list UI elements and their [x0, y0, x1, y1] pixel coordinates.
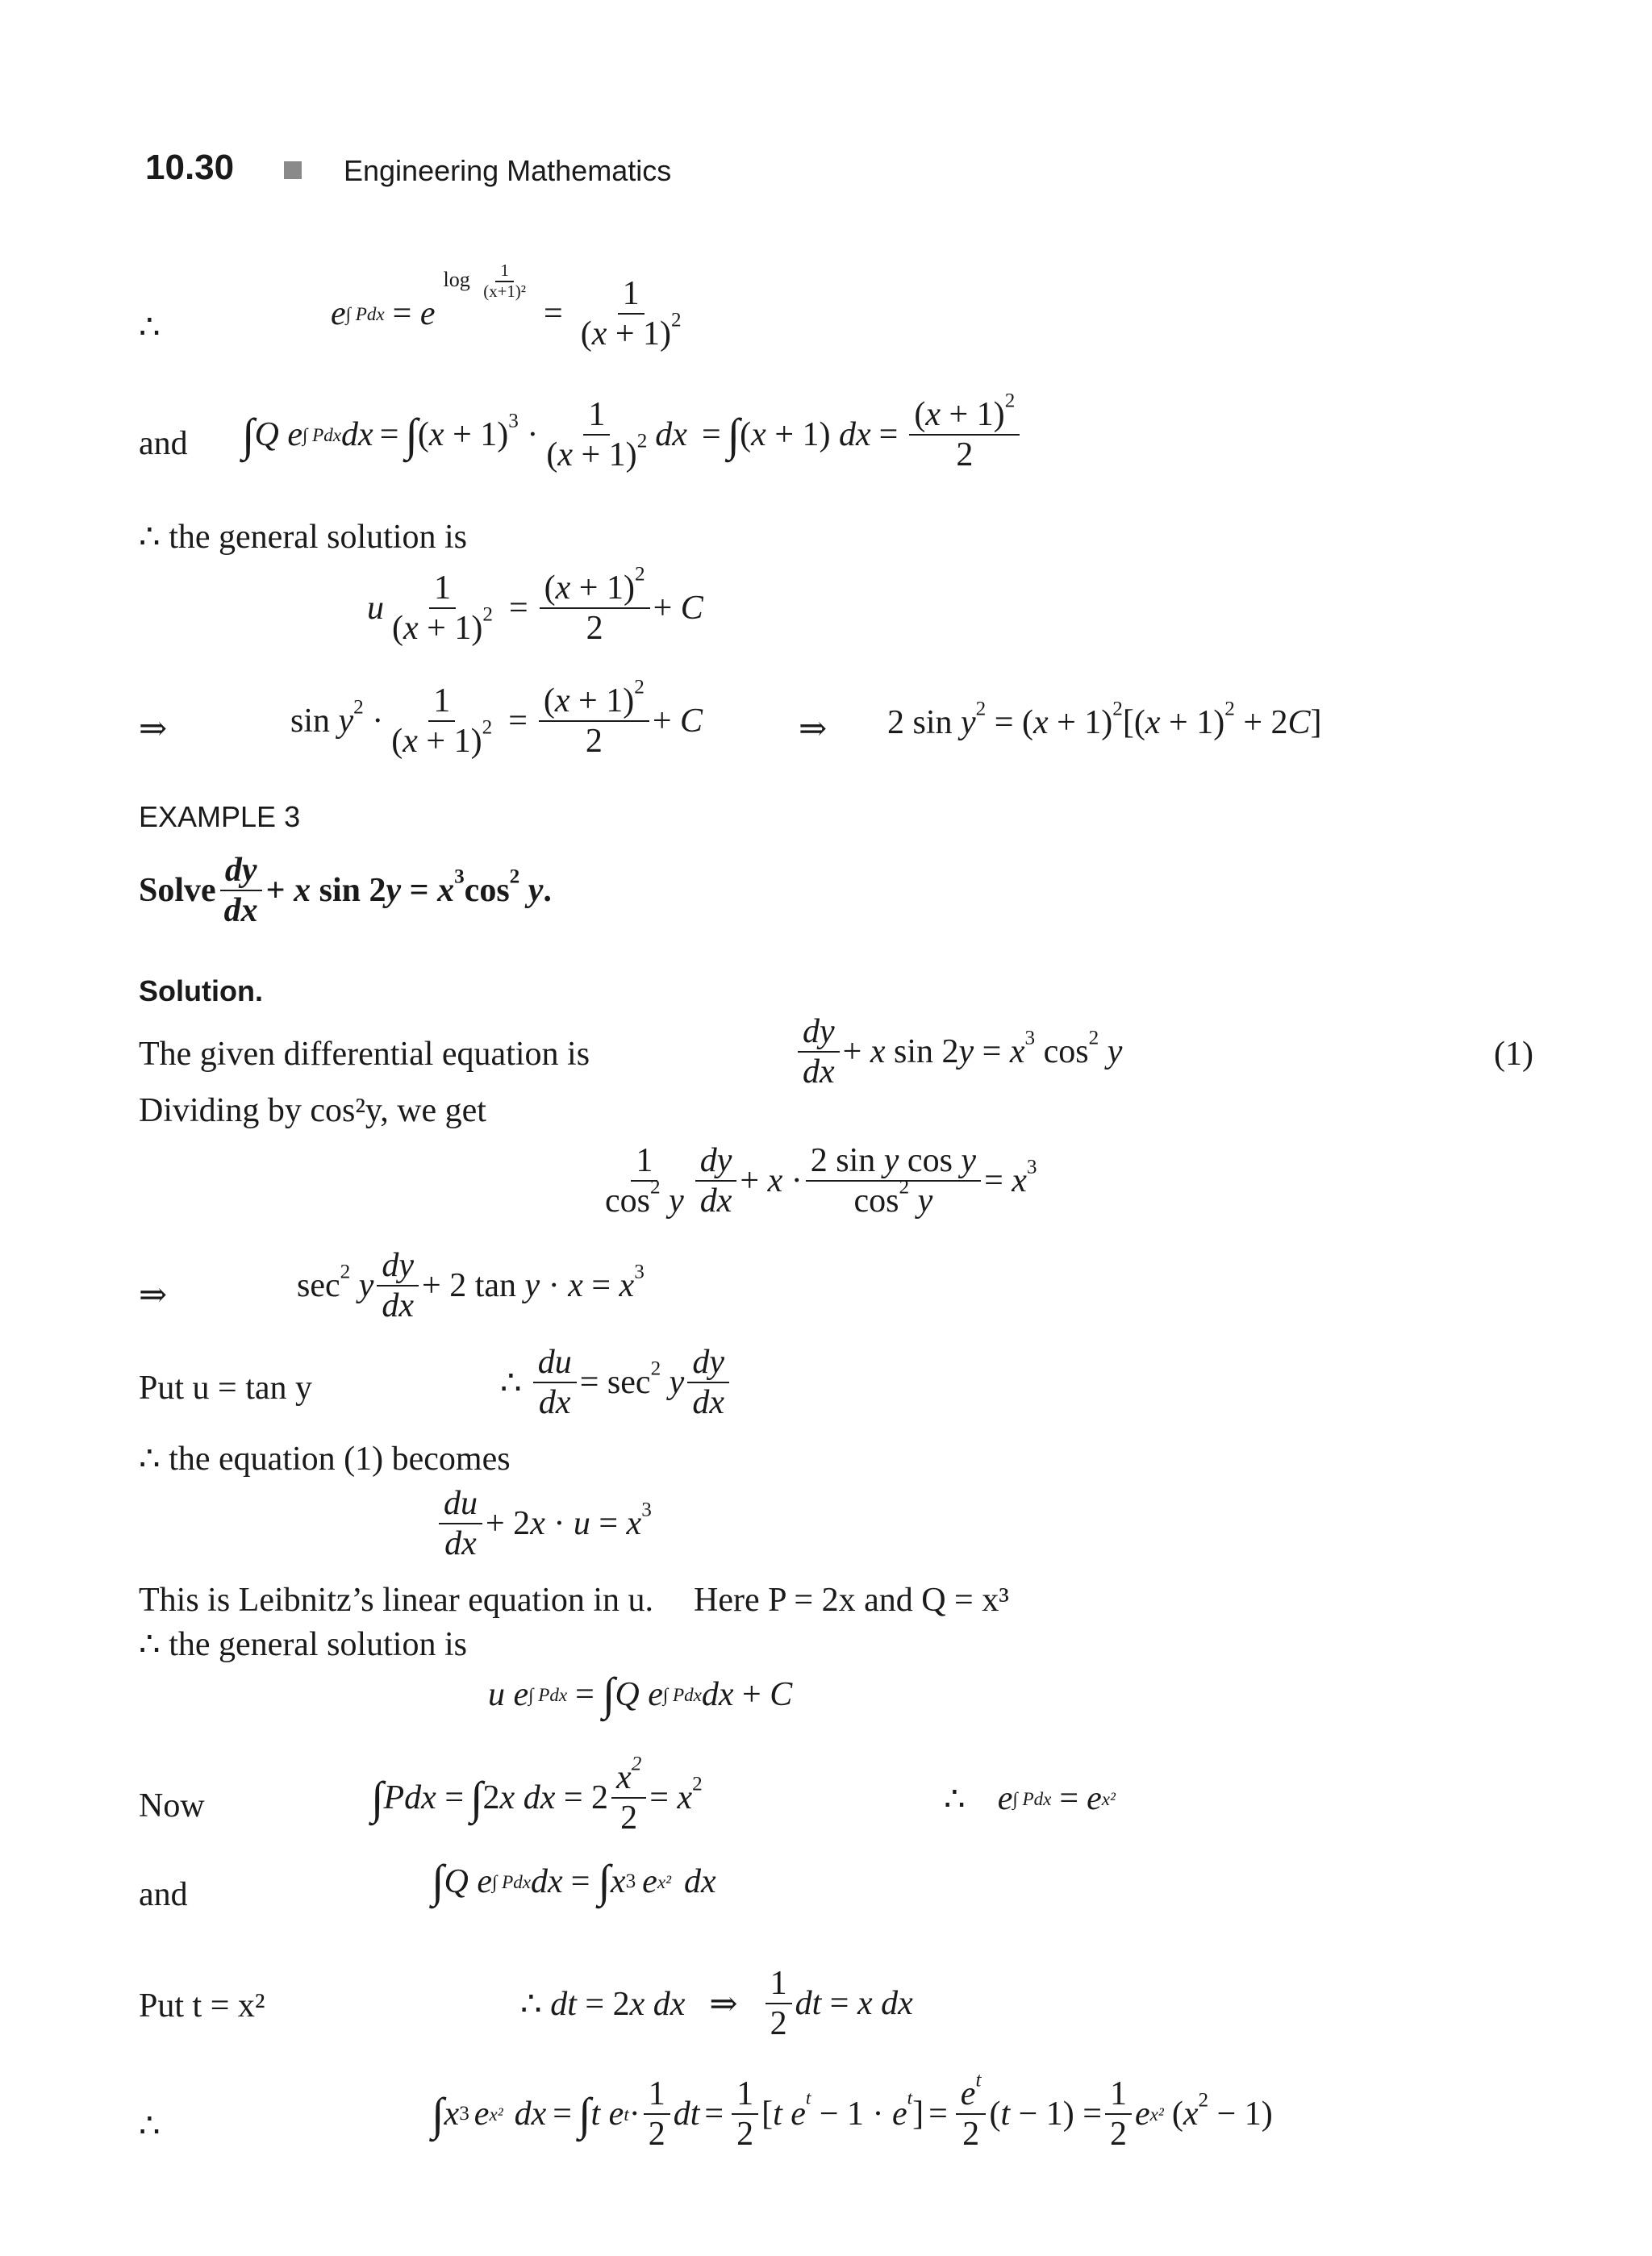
book-title: Engineering Mathematics: [344, 154, 672, 187]
equation-1: $\frac{dy}{dx}$ + x $\sin 2y = x^3$ $\cos^2 y$: [795, 1012, 1122, 1092]
equation-sin-y-solution: $\sin y^2$ · $\frac{1}{(x + 1)^2}$ = $\frac{(x + 1)^2}{2}$ + C: [290, 676, 703, 761]
equation-final-integral: ∫ x 3 e x² dx = ∫ t e t · $\frac{1}{2}$ dt = $\frac{1}{2}$ [t $e^t - 1 \cdot e^t$] = $\frac{e^t}{2}$ (t − 1) = $\frac{1}{2}$ e x² $(x^2 - 1)$: [432, 2069, 1273, 2154]
equation-q-integral-2: ∫ Q e ∫ Pdx dx = ∫ x 3 e x² dx: [432, 1856, 716, 1907]
equation-divided: $\frac{1}{\cos^2 y}$ $\frac{dy}{dx}$ + x · $\frac{\text{2 sin y cos y}}{\cos^2 y}$ = $x^3$: [605, 1142, 1037, 1220]
equation-final-form: 2 $\sin y^2 = (x + 1)^2[(x + 1)^2 + 2C]$: [887, 698, 1322, 741]
solution-label: Solution.: [139, 974, 263, 1007]
example-heading: EXAMPLE 3: [139, 800, 301, 833]
put-t-text: Put t = x²: [139, 1987, 265, 2025]
equation-q-integral: ∫ Q e ∫ Pdx dx = ∫ $(x + 1)^3$ · $\frac{1}{(x + 1)^2}$ dx = ∫ (x + 1) dx = $\frac{(x + 1)^2}{2}$: [242, 395, 1023, 475]
equation-general-solution-form: u e ∫ Pdx = ∫ Q e ∫ Pdx dx + C: [488, 1669, 793, 1720]
leibnitz-text: This is Leibnitz’s linear equation in u.: [139, 1582, 654, 1619]
and-label-2: and: [139, 1876, 188, 1913]
equation-du-dx: ∴ $\frac{du}{dx}$ = $\sec^2 y$ $\frac{dy}{dx}$: [500, 1343, 732, 1423]
and-label: and: [139, 425, 188, 462]
dividing-text: Dividing by cos²y, we get: [139, 1092, 486, 1129]
implies-symbol-2: ⇒: [799, 711, 828, 748]
here-p-q-text: Here P = 2x and Q = x³: [694, 1582, 1009, 1619]
solve-word: Solve: [139, 872, 216, 910]
implies-symbol-3: ⇒: [139, 1277, 168, 1314]
header-square-icon: [284, 161, 302, 179]
page-number: 10.30: [145, 148, 235, 187]
equation-linear-u: $\frac{du}{dx}$ + $2x \cdot u = x^3$: [436, 1484, 652, 1564]
equation-sec-form: $\sec^2 y$ $\frac{dy}{dx}$ + 2 $\tan y \cdot x = x^3$: [297, 1247, 645, 1325]
therefore-symbol: ∴: [139, 309, 161, 346]
example-problem-statement: Solve $\frac{dy}{dx}$ + x $\sin 2y = x^3\cos^2$ y.: [139, 852, 552, 930]
equation-integrating-factor: e ∫ Pdx = e log $\frac{1}{\text{(x+1)²}}$ = $\frac{1}{(x + 1)^2}$: [331, 261, 682, 353]
now-label: Now: [139, 1787, 205, 1824]
equation-number: (1): [1494, 1036, 1533, 1073]
equation-general-solution-u: u $\frac{1}{(x + 1)^2}$ = $\frac{(x + 1)^2}{2}$ + C: [367, 563, 703, 648]
general-solution-text: ∴ the general solution is: [139, 519, 467, 556]
given-equation-text: The given differential equation is: [139, 1036, 590, 1073]
implies-symbol: ⇒: [139, 711, 168, 748]
equation-e-pdx: ∴ e ∫ Pdx = e x²: [944, 1780, 1116, 1818]
general-solution-text-2: ∴ the general solution is: [139, 1626, 467, 1663]
equation-becomes-text: ∴ the equation (1) becomes: [139, 1441, 511, 1478]
therefore-symbol-last: ∴: [139, 2108, 161, 2145]
put-u-text: Put u = tan y: [139, 1370, 313, 1407]
equation-dt: ∴ dt = 2x dx ⇒ $\frac{1}{2}$ dt = x dx: [520, 1965, 913, 2043]
equation-p-integral: ∫ Pdx = ∫ 2x dx = 2 $\frac{x^2}{2}$ = $x^2$: [371, 1753, 703, 1837]
